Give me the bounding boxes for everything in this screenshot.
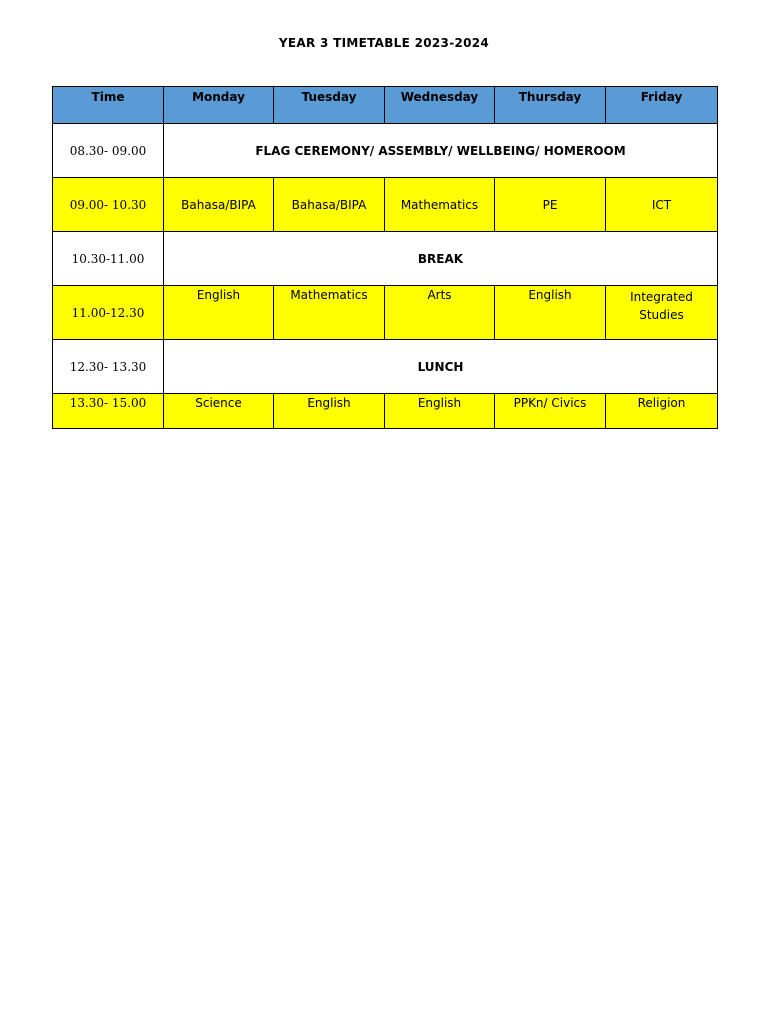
time-cell: 09.00- 10.30: [53, 178, 164, 232]
subject-cell: English: [274, 394, 385, 429]
header-row: [53, 87, 718, 124]
time-cell: 13.30- 15.00: [53, 394, 164, 429]
header-friday: Friday: [606, 87, 718, 124]
lunch-banner: LUNCH: [164, 340, 718, 394]
timetable: [52, 86, 718, 429]
subject-cell: [606, 286, 718, 340]
time-cell: 08.30- 09.00: [53, 124, 164, 178]
subject-cell: Religion: [606, 394, 718, 429]
table-row: [53, 286, 718, 340]
subject-cell: PPKn/ Civics: [495, 394, 606, 429]
header-thursday: Thursday: [495, 87, 606, 124]
subject-cell: English: [385, 394, 495, 429]
break-banner: BREAK: [164, 232, 718, 286]
subject-cell: English: [495, 286, 606, 340]
subject-cell: PE: [495, 178, 606, 232]
page-title: YEAR 3 TIMETABLE 2023-2024: [278, 36, 490, 50]
subject-cell: Mathematics: [385, 178, 495, 232]
subject-cell: Bahasa/BIPA: [164, 178, 274, 232]
subject-cell: English: [164, 286, 274, 340]
table-row: [53, 340, 718, 394]
header-time: Time: [53, 87, 164, 124]
time-cell: 12.30- 13.30: [53, 340, 164, 394]
assembly-banner: FLAG CEREMONY/ ASSEMBLY/ WELLBEING/ HOMEROOM: [164, 124, 718, 178]
subject-cell: ICT: [606, 178, 718, 232]
table-row: [53, 178, 718, 232]
subject-cell: Mathematics: [274, 286, 385, 340]
time-cell: 10.30-11.00: [53, 232, 164, 286]
header-tuesday: Tuesday: [274, 87, 385, 124]
subject-cell: Arts: [385, 286, 495, 340]
table-row: [53, 124, 718, 178]
subject-text: Integrated Studies: [630, 290, 693, 322]
header-monday: Monday: [164, 87, 274, 124]
table-row: [53, 394, 718, 429]
subject-cell: Bahasa/BIPA: [274, 178, 385, 232]
header-wednesday: Wednesday: [385, 87, 495, 124]
subject-cell: Science: [164, 394, 274, 429]
table-row: [53, 232, 718, 286]
time-cell: 11.00-12.30: [53, 286, 164, 340]
